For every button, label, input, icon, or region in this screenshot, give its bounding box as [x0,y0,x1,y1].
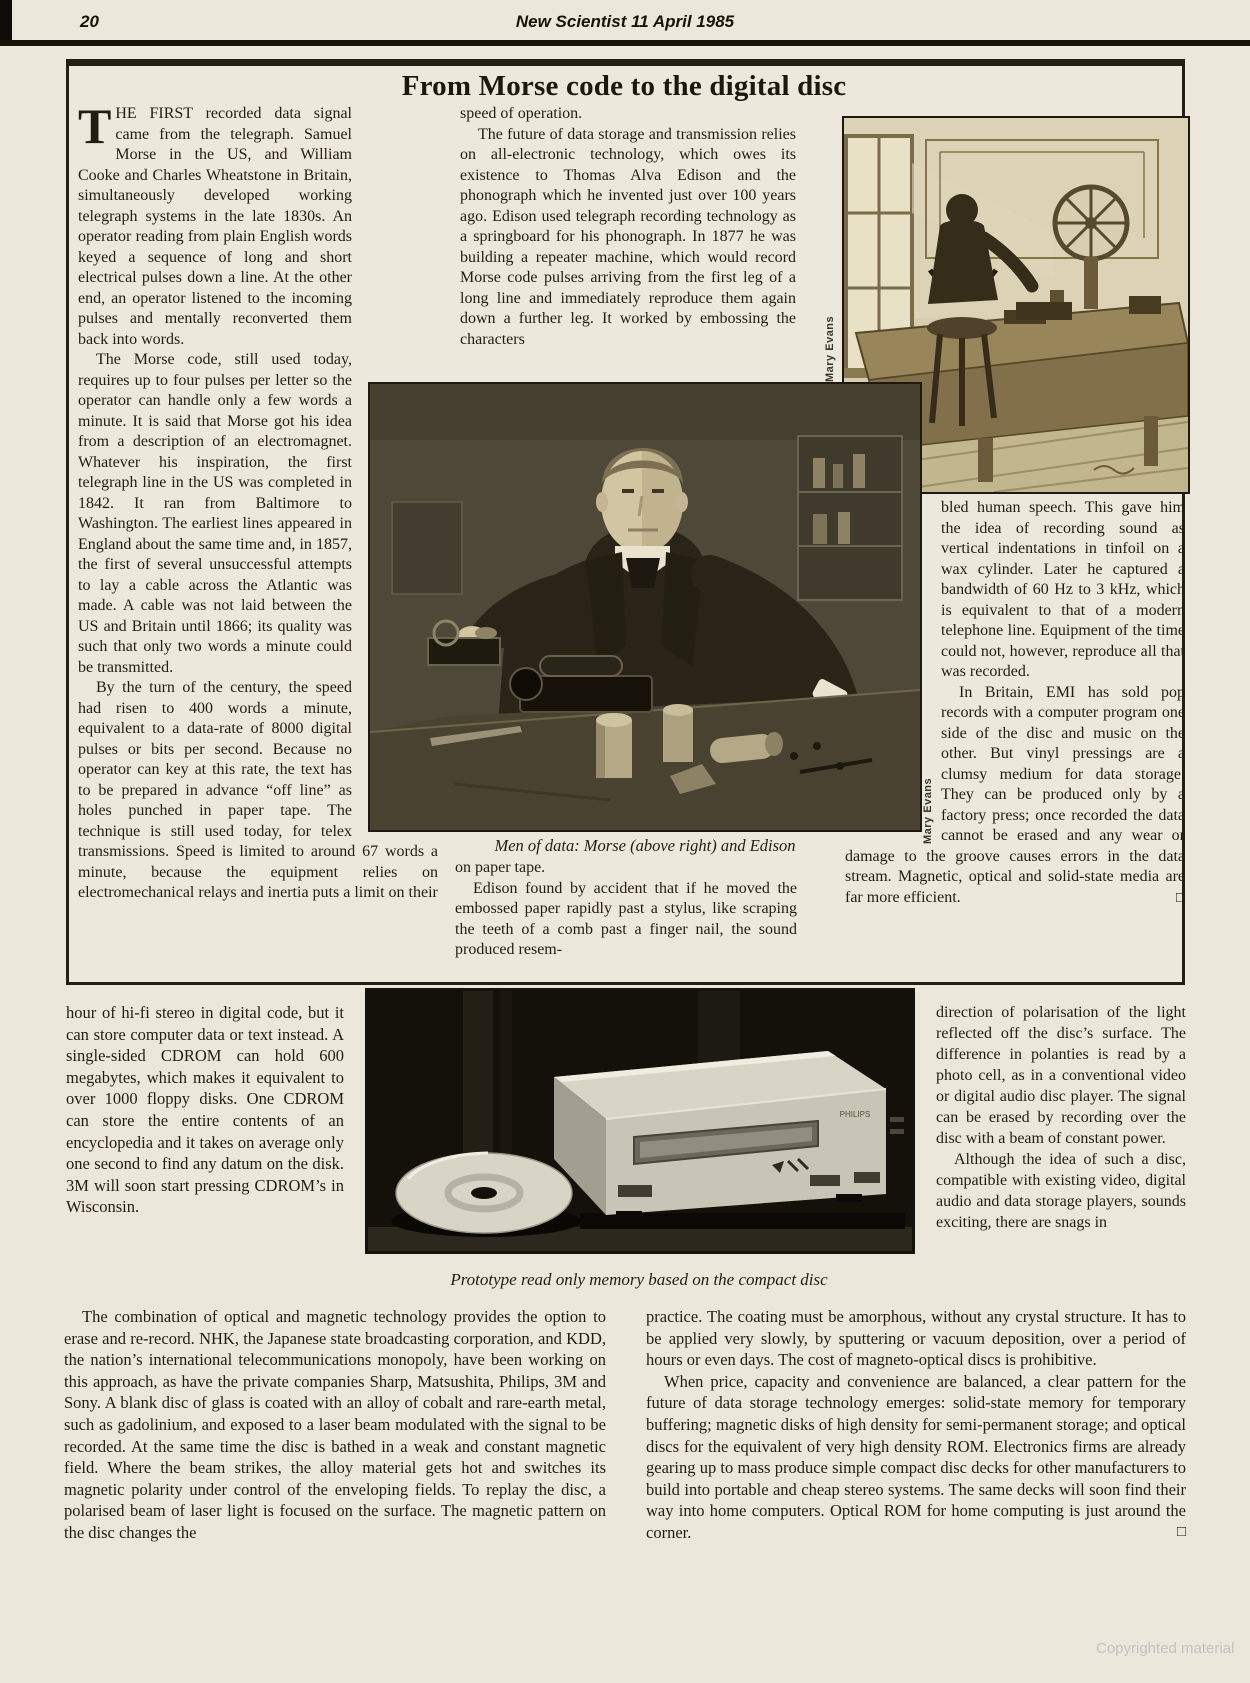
header-rule [0,40,1250,46]
article-column-2-top [460,104,796,350]
paragraph-text: In Britain, EMI has sold pop records with a computer program one side of the disc and music on the other. But vinyl pressings are a clumsy medium for data storage. They can be produced only by a factory press; once recorded the data cannot be erased and any wear or damage to the groove causes errors in the data stream. Magnetic, optical and solid-state media are far more efficient. [845,683,1185,906]
article-title: From Morse code to the digital disc [401,70,847,102]
drop-cap: T [78,98,112,154]
paragraph: speed of operation. [460,105,583,122]
edison-photo [368,382,922,832]
end-of-article-mark: □ [1175,889,1185,906]
paragraph: The future of data storage and transmission relies on all-electronic technology, which owes its existence to Thomas Alva Edison and the phonograph which he invented just over 100 years ago. Edison used telegraph recording technology as a springboard for his phonograph. In 1877 he was building a repeater machine, which would record Morse code pulses arriving from the first leg of a long line and immediately reproduce them again down a further leg. It worked by embossing the characters [460,125,796,348]
paragraph [78,98,438,350]
page-number: 20 [80,12,99,31]
cdrom-photo-caption: Prototype read only memory based on the compact disc [450,1270,828,1289]
paragraph: on paper tape. [455,859,546,876]
bottom-right-column [646,1306,1186,1544]
copyright-watermark: Copyrighted material [1096,1640,1235,1657]
edison-photo-credit: Mary Evans [922,777,934,844]
paragraph [646,1371,1186,1544]
paragraph: hour of hi-fi stereo in digital code, but it can store computer data or text instead. A single-sided CDROM can hold 600 megabytes, which makes it equivalent to over 1000 floppy disks. One CDROM can store the entire contents of an encyclopedia and it takes on average only one second to find any datum on the disk. 3M will soon start pressing CDROM’s in Wisconsin. [66,1003,344,1217]
cdrom-player-photo [365,988,915,1254]
philips-logo: PHILIPS [839,1110,871,1119]
paragraph: Edison found by accident that if he moved the embossed paper rapidly past a stylus, like scraping the teeth of a comb past a finger nail, the sound produced resem- [455,879,797,958]
end-of-article-mark: □ [1176,1523,1186,1540]
edison-illustration [370,384,920,830]
paragraph: The Morse code, still used today, requires up to four pulses per letter so the operator can handle only a few words a minute. It is said that Morse got his idea from a description of an electromagnet. Whatever his inspiration, the first telegraph line in the US was completed in 1842. It ran from Baltimore to Washington. The earliest lines appeared in England about the same time and, in 1857, the first of several unsuccessful attempts to lay a cable across the Atlantic was made. A cable was not laid between the US and Britain until 1866; its quality was such that only two words a minute could be transmitted. [78,351,352,676]
paragraph: The combination of optical and magnetic technology provides the option to erase and re-record. NHK, the Japanese state broadcasting corporation, and KDD, the nation’s international telecommunications monopoly, have been working on this approach, as have the private companies Sharp, Matsushita, Philips, 3M and Sony. A blank disc of glass is coated with an alloy of cobalt and rare-earth metal, such as gadolinium, and exposed to a laser beam modulated with the signal to be recorded. At the same time the disc is bathed in a weak and constant magnetic field. Where the beam strikes, the alloy material gets hot and switches its magnetic polarity under control of the enveloping fields. To replay the disc, a polarised beam of laser light is focused on the surface. The magnetic pattern on the disc changes the [64,1307,606,1542]
lower-left-column [66,1002,344,1218]
paragraph: By the turn of the century, the speed had risen to 400 words a minute, equivalent to a data-rate of 8000 digital pulses or bits per second. Because no operator can key at this rate, the text has to be prepared in advance “off line” as holes punched in paper tape. The technique is still used today, for telex transmissions. Speed is limited to around 67 words a minute, because the equipment relies on electromechanical relays and inertia puts a limit on their [78,679,438,901]
paragraph-text: When price, capacity and convenience are balanced, a clear pattern for the future of data storage technology emerges: solid-state memory for temporary buffering; magnetic disks of high density for semi-permanent storage; and optical discs for the equivalent of very high density ROM. Electronics firms are already gearing up to mass produce simple compact disc decks for other manufacturers to build into portable and cheap stereo systems. The same decks will soon find their way into home computers. Optical ROM for home computing is just around the corner. [646,1371,1186,1542]
engraving-credit: Mary Evans [824,315,836,382]
paragraph: Although the idea of such a disc, compatible with existing video, digital audio and data storage players, sounds exciting, there are snags in [936,1151,1186,1231]
paragraph-text: HE FIRST recorded data signal came from the telegraph. Samuel Morse in the US, and William Cooke and Charles Wheatstone in Britain, simultaneously developed working telegraph systems in the late 1830s. An operator reading from plain English words keyed a sequence of long and short electrical pulses down a line. At the other end, an operator listened to the incoming pulses and mentally reconverted them back into words. [78,105,352,348]
edison-photo-caption: Men of data: Morse (above right) and Edison [494,836,796,855]
paragraph: direction of polarisation of the light reflected off the disc’s surface. The difference in polanties is read by a photo cell, as in a conventional video or digital audio disc player. The signal can be erased by recording over the disc with a beam of constant power. [936,1004,1186,1147]
bottom-left-column [64,1306,606,1544]
masthead: New Scientist 11 April 1985 [515,12,735,31]
lower-right-column [936,1002,1186,1233]
paragraph: practice. The coating must be amorphous, without any crystal structure. It has to be applied very slowly, by sputtering or vacuum deposition, over a period of hours or even days. The cost of magneto-optical discs is prohibitive. [646,1307,1186,1370]
article-column-2-bottom [455,858,797,961]
cdrom-player-illustration [368,991,912,1251]
paragraph: bled human speech. This gave him the idea of recording sound as vertical indentations in tinfoil on a wax cylinder. Later he captured a bandwidth of 60 Hz to 3 kHz, which is equivalent to that of a modern telephone line. Equipment of the time could not, however, reproduce all that was recorded. [941,499,1185,680]
